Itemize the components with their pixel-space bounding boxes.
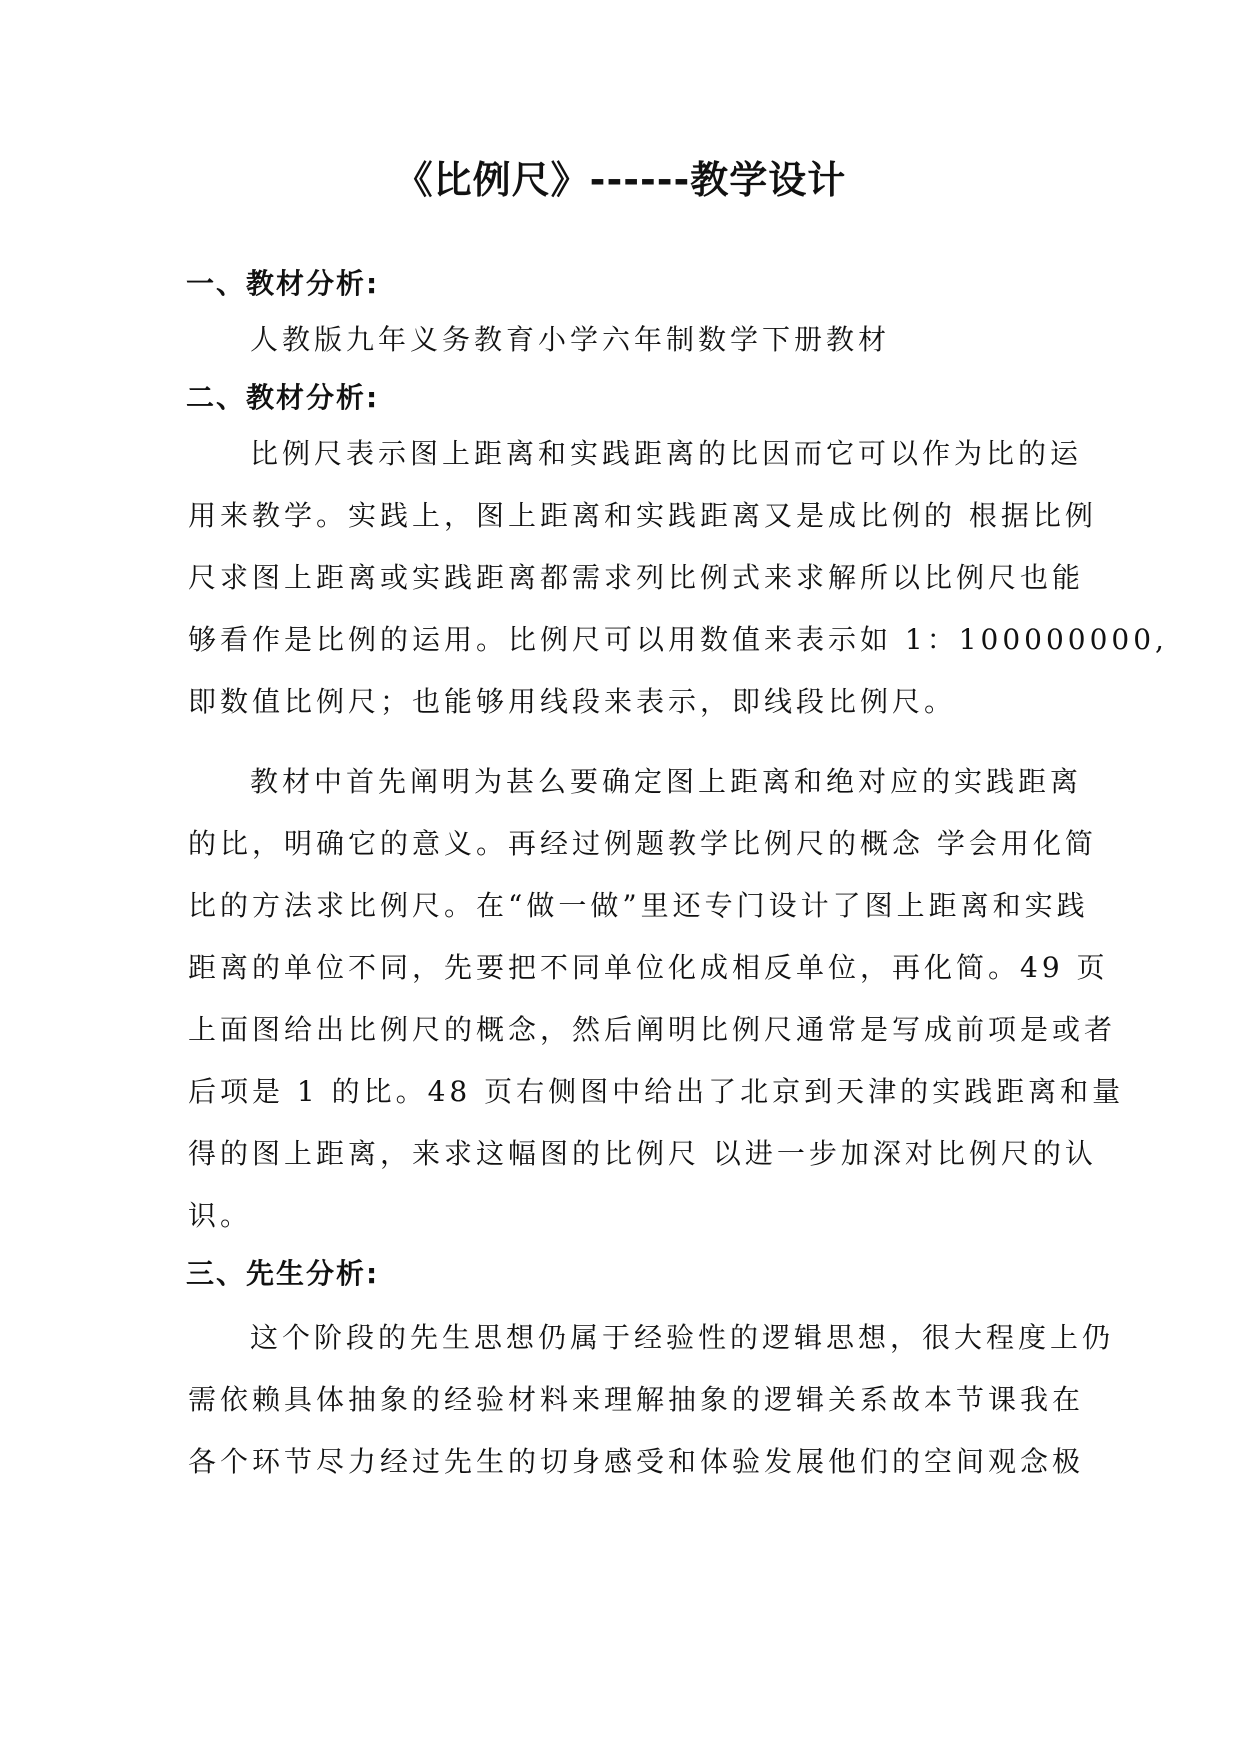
paragraph-line: 比例尺表示图上距离和实践距离的比因而它可以作为比的运 [250, 437, 1083, 470]
paragraph-line: 的比，明确它的意义。再经过例题教学比例尺的概念 学会用化简 [188, 827, 1097, 860]
paragraph-line: 教材中首先阐明为甚么要确定图上距离和绝对应的实践距离 [250, 765, 1083, 798]
paragraph-line: 需依赖具体抽象的经验材料来理解抽象的逻辑关系故本节课我在 [188, 1383, 1085, 1416]
paragraph-line: 上面图给出比例尺的概念，然后阐明比例尺通常是写成前项是或者 [188, 1013, 1117, 1046]
paragraph-line: 各个环节尽力经过先生的切身感受和体验发展他们的空间观念极 [188, 1445, 1085, 1478]
section-heading-student-analysis: 三、先生分析: [186, 1257, 380, 1290]
document-title: 《比例尺》------教学设计 [394, 158, 847, 202]
paragraph-line: 比的方法求比例尺。在“做一做”里还专门设计了图上距离和实践 [188, 889, 1089, 922]
paragraph-line: 够看作是比例的运用。比例尺可以用数值来表示如 1：100000000, [188, 623, 1168, 656]
paragraph-line: 识。 [188, 1199, 253, 1232]
paragraph-line: 得的图上距离，来求这幅图的比例尺 以进一步加深对比例尺的认 [188, 1137, 1097, 1170]
paragraph-line: 后项是 1 的比。48 页右侧图中给出了北京到天津的实践距离和量 [188, 1075, 1125, 1108]
paragraph-line: 尺求图上距离或实践距离都需求列比例式来求解所以比例尺也能 [188, 561, 1085, 594]
paragraph-line: 即数值比例尺；也能够用线段来表示，即线段比例尺。 [188, 685, 957, 718]
paragraph-line: 人教版九年义务教育小学六年制数学下册教材 [250, 323, 891, 356]
section-heading-teaching-material: 一、教材分析: [186, 267, 380, 300]
section-heading-material-analysis: 二、教材分析: [186, 381, 380, 414]
paragraph-line: 距离的单位不同，先要把不同单位化成相反单位，再化简。49 页 [188, 951, 1109, 984]
paragraph-line: 这个阶段的先生思想仍属于经验性的逻辑思想，很大程度上仍 [250, 1321, 1115, 1354]
paragraph-line: 用来教学。实践上，图上距离和实践距离又是成比例的 根据比例 [188, 499, 1097, 532]
